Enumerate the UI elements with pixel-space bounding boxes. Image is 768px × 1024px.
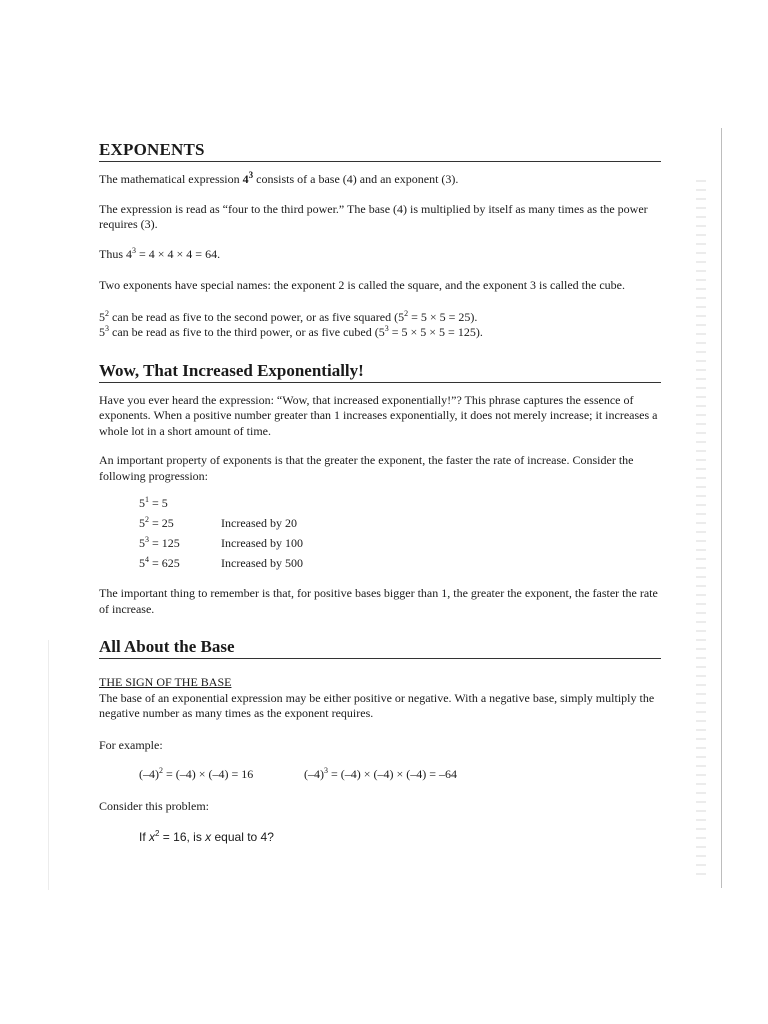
heading-exponents: EXPONENTS bbox=[99, 140, 205, 159]
progression-row bbox=[139, 534, 661, 554]
wow-p2: An important property of exponents is that the greater the exponent, the faster the rate of increase. Consider the following progression: bbox=[99, 453, 634, 483]
heading-wow: Wow, That Increased Exponentially! bbox=[99, 360, 364, 380]
exponents-p1: The mathematical expression $4^3$ consists of a base (4) and an exponent (3). bbox=[99, 170, 459, 186]
problem-question: If $x^2 = 16$, is x equal to 4? bbox=[139, 829, 274, 844]
wow-p1: Have you ever heard the expression: “Wow, that increased exponentially!”? This phrase captures the essence of exponents. When a positive number greater than 1 increases exponentially, it does not merely increase; it increases a whole lot in a short amount of time. bbox=[99, 392, 658, 438]
heading-rule bbox=[99, 658, 661, 659]
subheading-sign-of-base: THE SIGN OF THE BASE bbox=[99, 675, 232, 689]
heading-base: All About the Base bbox=[99, 637, 235, 656]
progression-row bbox=[139, 494, 661, 514]
progression-row bbox=[139, 514, 661, 534]
scan-edge-line bbox=[721, 128, 722, 888]
exponents-p4: Two exponents have special names: the exponent 2 is called the square, and the exponent 3 is called the cube. bbox=[99, 278, 625, 292]
section-base bbox=[99, 637, 661, 846]
progression-expression: $5^3 = 125$ bbox=[139, 535, 180, 551]
progression-list bbox=[139, 494, 661, 574]
exponents-p5b: $5^3$ can be read as five to the third power, or as five cubed $(5^3 = 5 \times 5 \times 5 = 125)$. bbox=[99, 324, 483, 339]
wow-p3: The important thing to remember is that, for positive bases bigger than 1, the greater the exponent, the faster the rate of increase. bbox=[99, 586, 658, 616]
example-square: $(-4)^2 = (-4) \times (-4) = 16$ bbox=[139, 766, 254, 781]
scan-left-mark bbox=[48, 640, 49, 890]
progression-expression: $5^1 = 5$ bbox=[139, 495, 168, 511]
heading-rule bbox=[99, 161, 661, 162]
example-row bbox=[139, 767, 661, 783]
consider-label: Consider this problem: bbox=[99, 798, 209, 813]
section-exponents bbox=[99, 140, 661, 341]
progression-expression: $5^2 = 25$ bbox=[139, 515, 174, 531]
exponents-p5a: $5^2$ can be read as five to the second power, or as five squared $(5^2 = 5 \times 5 = 25)$. bbox=[99, 308, 478, 324]
example-cube: $(-4)^3 = (-4) \times (-4) \times (-4) = -64$ bbox=[304, 766, 458, 781]
base-p1: The base of an exponential expression may be either positive or negative. With a negative base, simply multiply the negative number as many times as the exponent requires. bbox=[99, 690, 655, 720]
progression-note: Increased by 100 bbox=[221, 536, 303, 551]
progression-expression: $5^4 = 625$ bbox=[139, 555, 180, 571]
exponents-p3: Thus $4^3 = 4 \times 4 \times 4 = 64$. bbox=[99, 245, 221, 261]
heading-rule bbox=[99, 382, 661, 383]
scan-edge-noise bbox=[696, 180, 706, 880]
page-content bbox=[99, 140, 661, 846]
progression-row bbox=[139, 554, 661, 574]
exponents-p2: The expression is read as “four to the third power.” The base (4) is multiplied by itself as many times as the power requires (3). bbox=[99, 201, 648, 231]
section-wow bbox=[99, 361, 661, 618]
progression-note: Increased by 20 bbox=[221, 516, 297, 531]
progression-note: Increased by 500 bbox=[221, 556, 303, 571]
for-example-label: For example: bbox=[99, 737, 163, 752]
